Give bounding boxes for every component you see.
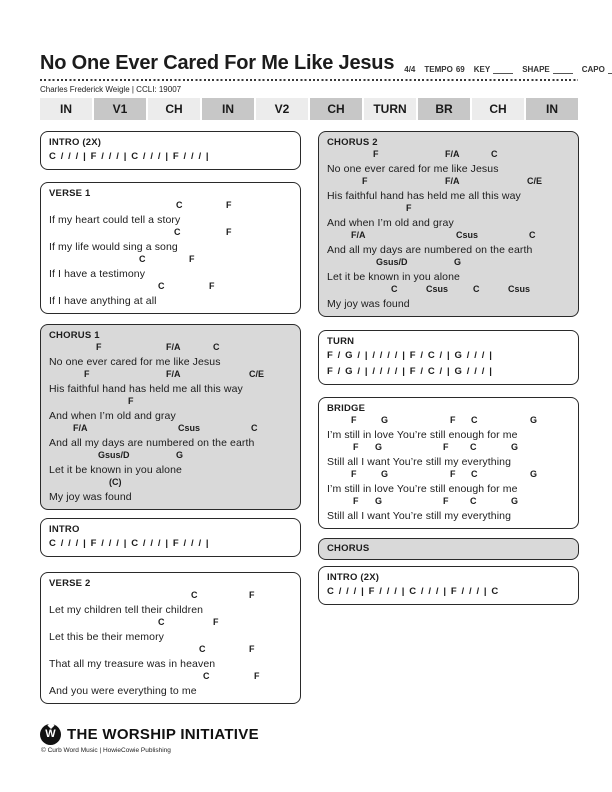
chord: C	[203, 671, 210, 681]
tempo-value: 69	[455, 65, 465, 74]
lyric-line	[49, 590, 292, 617]
chord: C	[471, 415, 478, 425]
lyric-line	[327, 149, 570, 176]
chord: G	[375, 496, 383, 506]
chord: C	[191, 590, 198, 600]
chord: F	[406, 203, 412, 213]
shape-blank-line	[553, 65, 573, 74]
lyric-line	[327, 415, 570, 442]
section-label: INTRO (2X)	[327, 572, 380, 583]
chord: F/A	[445, 176, 460, 186]
key-field	[474, 65, 513, 74]
lyric-text: I’m still in love You’re still enough for me	[327, 429, 518, 441]
lyric-line	[49, 423, 292, 450]
tab-in: IN	[40, 98, 92, 120]
chord-progression-line: F / G / | / / / / | F / C / | G / / / |	[327, 366, 493, 377]
chord: C	[176, 200, 183, 210]
title-row	[40, 52, 605, 75]
section-intro	[40, 518, 301, 557]
lyric-text: His faithful hand has held me all this way	[327, 190, 521, 202]
lyric-line	[327, 203, 570, 230]
chord: F	[450, 469, 456, 479]
chord: C	[491, 149, 498, 159]
dotted-divider	[40, 79, 578, 81]
lyric-line	[327, 496, 570, 523]
chord: F	[362, 176, 368, 186]
brand-row	[40, 724, 259, 745]
lyric-line	[49, 617, 292, 644]
lyric-text: Let my children tell their children	[49, 604, 204, 616]
section-chorus	[318, 538, 579, 560]
chord: G	[511, 496, 519, 506]
chord: C	[529, 230, 536, 240]
chord: Csus	[508, 284, 531, 294]
section-intro-2x	[40, 131, 301, 170]
lyric-line	[327, 469, 570, 496]
tab-v2: V2	[256, 98, 308, 120]
section-chorus-1	[40, 324, 301, 510]
lyric-text: His faithful hand has held me all this way	[49, 383, 243, 395]
section-label: TURN	[327, 336, 355, 347]
lyric-line	[49, 281, 292, 308]
chord: G	[530, 415, 538, 425]
lyric-text: Let it be known in you alone	[327, 271, 460, 283]
section-label: VERSE 2	[49, 578, 91, 589]
tab-turn: TURN	[364, 98, 416, 120]
lyric-text: And when I’m old and gray	[327, 217, 454, 229]
lyric-text: Let this be their memory	[49, 631, 165, 643]
song-map-bar	[40, 98, 578, 120]
tab-ch: CH	[310, 98, 362, 120]
chord: F	[353, 496, 359, 506]
lyric-line	[327, 284, 570, 311]
section-label: CHORUS 1	[49, 330, 100, 341]
tab-ch: CH	[472, 98, 524, 120]
song-meta	[404, 65, 612, 74]
chord: C	[139, 254, 146, 264]
lyric-text: I’m still in love You’re still enough for me	[327, 483, 518, 495]
chord-progression-line: C / / / | F / / / | C / / / | F / / / |	[49, 538, 210, 549]
chord: C	[470, 442, 477, 452]
chord: F/A	[445, 149, 460, 159]
section-verse-2	[40, 572, 301, 704]
section-bridge	[318, 397, 579, 529]
chord: F/A	[166, 342, 181, 352]
chord: F	[443, 442, 449, 452]
chord: Csus	[456, 230, 479, 240]
chord: F	[226, 200, 232, 210]
chord: G	[381, 415, 389, 425]
chord: Gsus/D	[376, 257, 408, 267]
section-label: CHORUS 2	[327, 137, 378, 148]
section-label: INTRO (2X)	[49, 137, 102, 148]
chord: F	[84, 369, 90, 379]
tab-v1: V1	[94, 98, 146, 120]
section-intro-2x	[318, 566, 579, 605]
section-label: CHORUS	[327, 543, 370, 554]
key-label: KEY	[473, 65, 491, 74]
footer	[40, 724, 259, 754]
lyric-line	[49, 227, 292, 254]
tab-ch: CH	[148, 98, 200, 120]
lyric-line	[327, 176, 570, 203]
tab-br: BR	[418, 98, 470, 120]
chord: C	[251, 423, 258, 433]
tempo-field	[424, 65, 464, 74]
lyric-text: No one ever cared for me like Jesus	[49, 356, 221, 368]
chord: F	[213, 617, 219, 627]
chord: F/A	[351, 230, 366, 240]
lyric-text: If my heart could tell a story	[49, 214, 181, 226]
chord: F	[128, 396, 134, 406]
chord: C	[158, 617, 165, 627]
lyric-text: If I have anything at all	[49, 295, 157, 307]
lyric-text: Still all I want You’re still my everything	[327, 510, 512, 522]
chord: C/E	[527, 176, 543, 186]
right-column	[318, 131, 579, 704]
header	[40, 52, 605, 94]
lyric-text: My joy was found	[327, 298, 410, 310]
lyric-line	[49, 369, 292, 396]
lyric-line	[49, 254, 292, 281]
chord: C	[470, 496, 477, 506]
lyric-line	[49, 342, 292, 369]
chord: Gsus/D	[98, 450, 130, 460]
lyric-line	[327, 230, 570, 257]
song-title: No One Ever Cared For Me Like Jesus	[40, 52, 395, 74]
chord: C	[471, 469, 478, 479]
lyric-line	[327, 257, 570, 284]
chord: G	[381, 469, 389, 479]
chord: F	[249, 644, 255, 654]
chord: G	[375, 442, 383, 452]
capo-blank-line	[608, 65, 612, 74]
shape-field	[522, 65, 573, 74]
lyric-text: And all my days are numbered on the earth	[49, 437, 255, 449]
chord: G	[176, 450, 184, 460]
shape-label: SHAPE	[522, 65, 550, 74]
section-label: VERSE 1	[49, 188, 91, 199]
brand-name: THE WORSHIP INITIATIVE	[67, 726, 259, 743]
chord: C	[199, 644, 206, 654]
chord: F	[189, 254, 195, 264]
chord: C	[473, 284, 480, 294]
lyric-line	[49, 396, 292, 423]
section-chorus-2	[318, 131, 579, 317]
lyric-text: Still all I want You’re still my everything	[327, 456, 512, 468]
lyric-text: If my life would sing a song	[49, 241, 178, 253]
tab-in: IN	[202, 98, 254, 120]
chord: F	[254, 671, 260, 681]
chord: Csus	[178, 423, 201, 433]
lyric-text: And when I’m old and gray	[49, 410, 176, 422]
lyric-line	[49, 477, 292, 504]
chord: C	[391, 284, 398, 294]
chord: C	[213, 342, 220, 352]
tab-in: IN	[526, 98, 578, 120]
section-label: BRIDGE	[327, 403, 366, 414]
chord-progression-line: C / / / | F / / / | C / / / | F / / / | C	[327, 586, 499, 597]
chord: F	[351, 469, 357, 479]
chord: (C)	[109, 477, 122, 487]
lyric-text: And you were everything to me	[49, 685, 197, 697]
chord: Csus	[426, 284, 449, 294]
lyric-line	[49, 671, 292, 698]
tempo-label: TEMPO	[424, 65, 453, 74]
lyric-text: No one ever cared for me like Jesus	[327, 163, 499, 175]
lyric-text: Let it be known in you alone	[49, 464, 182, 476]
chord: F	[450, 415, 456, 425]
capo-field	[582, 65, 612, 74]
chord-progression-line: C / / / | F / / / | C / / / | F / / / |	[49, 151, 210, 162]
section-label: INTRO	[49, 524, 80, 535]
chord: G	[454, 257, 462, 267]
lyric-text: That all my treasure was in heaven	[49, 658, 216, 670]
chord: F	[226, 227, 232, 237]
chart-body	[40, 131, 579, 704]
lyric-line	[327, 442, 570, 469]
section-turn	[318, 330, 579, 385]
time-signature: 4/4	[404, 65, 416, 74]
lyric-text: And all my days are numbered on the earth	[327, 244, 533, 256]
chord: F	[96, 342, 102, 352]
chord: F	[209, 281, 215, 291]
chord: C	[158, 281, 165, 291]
chord: F	[443, 496, 449, 506]
section-verse-1	[40, 182, 301, 314]
chord: F	[353, 442, 359, 452]
capo-label: CAPO	[581, 65, 605, 74]
chord: C	[174, 227, 181, 237]
copyright-line: © Curb Word Music | HowieCowie Publishing	[41, 747, 171, 754]
lyric-line	[49, 644, 292, 671]
left-column	[40, 131, 301, 704]
chord: F/A	[73, 423, 88, 433]
chord: F/A	[166, 369, 181, 379]
lyric-line	[49, 450, 292, 477]
chord: F	[249, 590, 255, 600]
author-ccli-line: Charles Frederick Weigle | CCLI: 19007	[40, 85, 182, 94]
chord: C/E	[249, 369, 265, 379]
lyric-text: If I have a testimony	[49, 268, 146, 280]
lyric-text: My joy was found	[49, 491, 132, 503]
key-blank-line	[493, 65, 513, 74]
chord: G	[511, 442, 519, 452]
chord: F	[373, 149, 379, 159]
chord-progression-line: F / G / | / / / / | F / C / | G / / / |	[327, 350, 493, 361]
worship-initiative-w-icon: W	[40, 724, 61, 745]
lyric-line	[49, 200, 292, 227]
chord: G	[530, 469, 538, 479]
chord: F	[351, 415, 357, 425]
